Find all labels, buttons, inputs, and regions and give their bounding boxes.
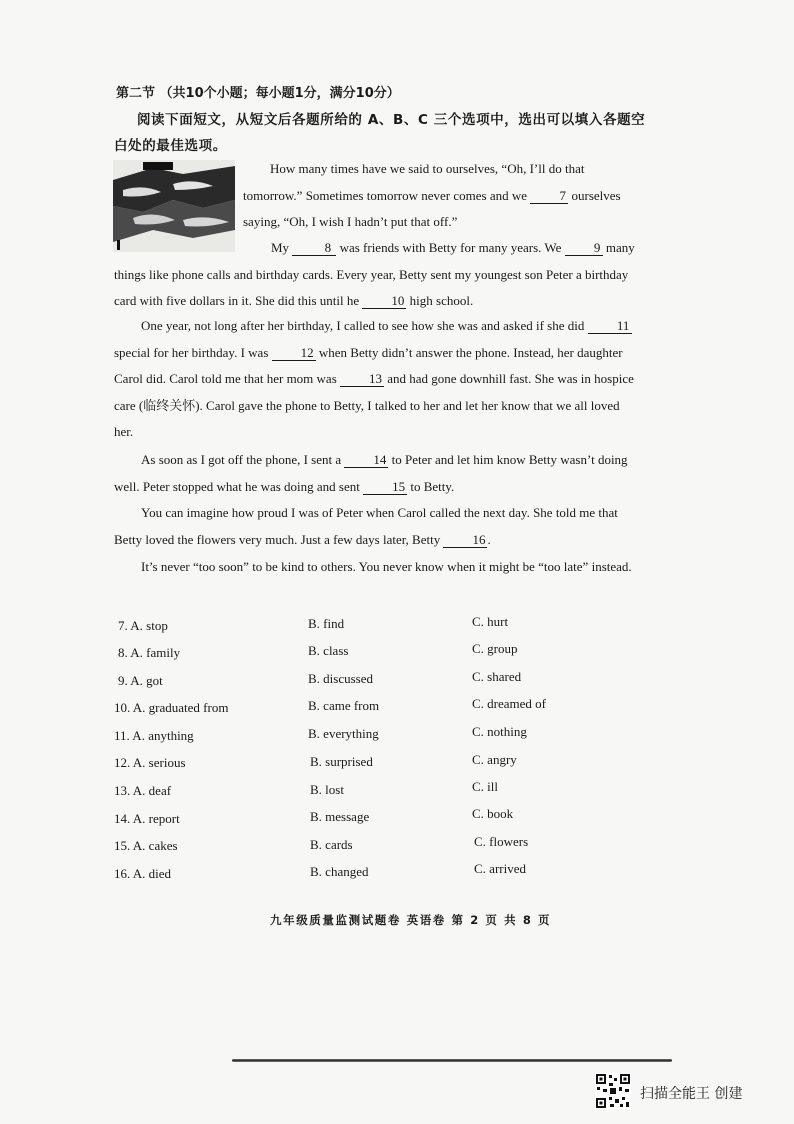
text-segment: ourselves saying, “Oh, I wish I hadn’t put that off.” bbox=[243, 187, 621, 229]
text-segment: high school. bbox=[406, 293, 474, 308]
option-a[interactable]: 9. A. got bbox=[118, 673, 163, 688]
instructions: 阅读下面短文，从短文后各题所给的 A、B、C 三个选项中，选出可以填入各题空白处的最佳选项。 bbox=[114, 112, 646, 154]
option-c[interactable]: C. flowers bbox=[474, 834, 529, 849]
option-b[interactable]: B. came from bbox=[308, 698, 380, 713]
option-a[interactable]: 8. A. family bbox=[118, 645, 181, 660]
blank-11[interactable]: 11 bbox=[588, 318, 632, 334]
option-c[interactable]: C. hurt bbox=[472, 614, 509, 629]
option-a[interactable]: 7. A. stop bbox=[118, 618, 168, 633]
option-c[interactable]: C. book bbox=[472, 806, 514, 821]
option-b[interactable]: B. surprised bbox=[310, 754, 373, 769]
text-segment: when Betty didn’t answer the phone. Instead, her daughter Carol did. Carol told me that her mom was bbox=[114, 344, 623, 386]
option-c[interactable]: C. shared bbox=[472, 669, 522, 684]
text-segment: to Betty. bbox=[407, 478, 455, 494]
passage-paragraph-4 bbox=[114, 447, 642, 500]
text-segment: As soon as I got off the phone, I sent a bbox=[141, 452, 345, 467]
option-b[interactable]: B. changed bbox=[310, 864, 369, 879]
text-segment: . bbox=[487, 531, 491, 547]
blank-13[interactable]: 13 bbox=[340, 371, 384, 387]
page-footer: 九年级质量监测试题卷 英语卷 第 2 页 共 8 页 bbox=[270, 913, 552, 927]
text-segment: and had gone downhill fast. She was in hospice care (临终关怀). Carol gave the phone to Betty, I talked to her and let her know that we all loved her. bbox=[114, 371, 634, 439]
option-c[interactable]: C. nothing bbox=[472, 724, 527, 739]
option-b[interactable]: B. class bbox=[308, 643, 349, 658]
text-segment: to Peter and let him know Betty wasn’t doing well. Peter stopped what he was doing and sent bbox=[114, 452, 628, 494]
blank-15[interactable]: 15 bbox=[363, 479, 407, 495]
blank-14[interactable]: 14 bbox=[344, 452, 388, 468]
blank-8[interactable]: 8 bbox=[292, 240, 336, 256]
option-a[interactable]: 10. A. graduated from bbox=[114, 700, 229, 715]
option-b[interactable]: B. everything bbox=[308, 726, 379, 741]
option-b[interactable]: B. cards bbox=[310, 837, 353, 852]
option-a[interactable]: 12. A. serious bbox=[114, 755, 186, 770]
text-segment: One year, not long after her birthday, I called to see how she was and asked if she did bbox=[141, 318, 588, 333]
text-segment: You can imagine how proud I was of Peter when Carol called the next day. She told me that Betty loved the flowers very much. Just a few days later, Betty bbox=[114, 505, 618, 547]
option-b[interactable]: B. discussed bbox=[308, 671, 373, 686]
blank-12[interactable]: 12 bbox=[272, 345, 316, 361]
option-c[interactable]: C. group bbox=[472, 641, 518, 656]
text-segment: How many times have we said to ourselves, “Oh, I’ll do that tomorrow.” Sometimes tomorrow never comes and we bbox=[243, 161, 585, 203]
blank-16[interactable]: 16 bbox=[443, 532, 487, 548]
bottom-scan-line bbox=[232, 1059, 672, 1062]
option-c[interactable]: C. ill bbox=[472, 779, 499, 794]
passage-paragraph-2-wrap bbox=[114, 235, 642, 315]
blank-9[interactable]: 9 bbox=[565, 240, 603, 256]
passage-paragraph-6: It’s never “too soon” to be kind to others. You never know when it might be “too late” instead. bbox=[141, 559, 632, 574]
text-segment: My bbox=[271, 240, 293, 255]
blank-10[interactable]: 10 bbox=[362, 293, 406, 309]
option-c[interactable]: C. angry bbox=[472, 752, 517, 767]
passage-paragraph-1 bbox=[243, 156, 641, 236]
option-c[interactable]: C. arrived bbox=[474, 861, 526, 876]
option-a[interactable]: 11. A. anything bbox=[114, 728, 194, 743]
option-b[interactable]: B. lost bbox=[310, 782, 344, 797]
option-a[interactable]: 14. A. report bbox=[114, 811, 180, 826]
section-title: 第二节 （共10个小题；每小题1分，满分10分） bbox=[116, 86, 400, 101]
scanner-watermark: 扫描全能王 创建 bbox=[640, 1086, 743, 1102]
qr-code-icon bbox=[595, 1073, 631, 1109]
option-a[interactable]: 13. A. deaf bbox=[114, 783, 172, 798]
text-segment: special for her birthday. I was bbox=[114, 344, 272, 360]
option-c[interactable]: C. dreamed of bbox=[472, 696, 547, 711]
passage-paragraph-3 bbox=[114, 313, 642, 446]
image-float-spacer bbox=[114, 235, 244, 249]
option-a[interactable]: 16. A. died bbox=[114, 866, 172, 881]
option-b[interactable]: B. find bbox=[308, 616, 345, 631]
blank-7[interactable]: 7 bbox=[530, 188, 568, 204]
text-segment: was friends with Betty for many years. We bbox=[336, 240, 565, 255]
passage-paragraph-5 bbox=[114, 500, 642, 553]
option-a[interactable]: 15. A. cakes bbox=[114, 838, 178, 853]
text-segment: many things like phone calls and birthday cards. Every year, Betty sent my youngest son Peter a birthday card with five dollars in it. She did this until he bbox=[114, 240, 635, 308]
option-b[interactable]: B. message bbox=[310, 809, 370, 824]
